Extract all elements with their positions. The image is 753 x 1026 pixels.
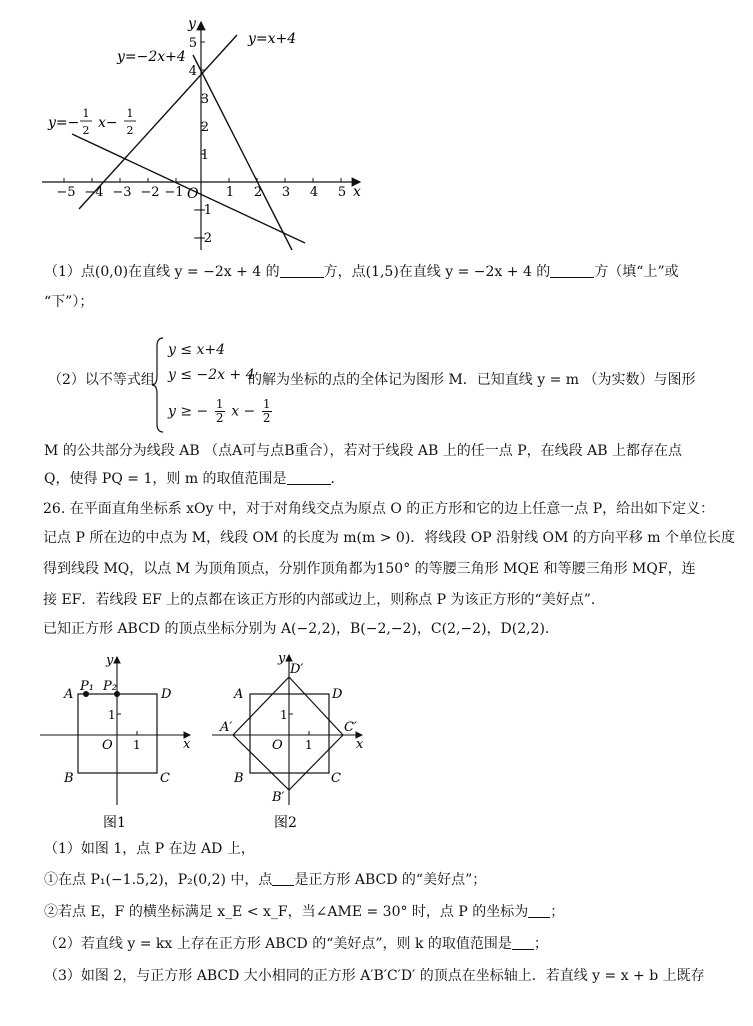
x-tick-label: 4 <box>309 185 319 200</box>
label-y-eq-x-plus-4: y=x+4 <box>248 31 297 47</box>
y-axis-label: y <box>188 16 196 32</box>
y-tick-label: 2 <box>200 120 209 135</box>
y-axis-label: y <box>106 653 114 668</box>
figure-2-caption: 图2 <box>274 815 297 831</box>
svg-text:1: 1 <box>82 107 90 120</box>
point-p2-label: P₂ <box>103 679 117 694</box>
q26-line3: 得到线段 MQ，以点 M 为顶角顶点，分别作顶角都为150° 的等腰三角形 MQE 和等腰三角形 MQF，连 <box>43 561 696 577</box>
label-y-eq-neg2x-plus-4: y=−2x+4 <box>117 49 186 65</box>
vertex-a-prime: A′ <box>220 720 233 735</box>
vertex-c-prime: C′ <box>344 720 357 735</box>
answer-blank[interactable] <box>550 263 594 278</box>
inequality-2: y ≤ −2x + 4 <box>168 367 255 383</box>
x-tick-label: −1 <box>164 185 184 200</box>
q26-sub2: （2）若直线 y = kx 上存在正方形 ABCD 的“美好点”，则 k 的取值范围是 ； <box>44 936 548 952</box>
x-tick-label: −4 <box>84 185 104 200</box>
x-tick-label: 5 <box>337 185 347 200</box>
unit-y: 1 <box>280 708 288 722</box>
q25-part2-lead: （2）以不等式组 <box>48 372 155 388</box>
answer-blank[interactable] <box>512 935 534 950</box>
vertex-a: A <box>64 687 74 702</box>
vertex-b: B <box>234 771 244 786</box>
y-axis-label: y <box>278 651 286 666</box>
vertex-b-prime: B′ <box>272 790 285 805</box>
q26-sub1-head: （1）如图 1，点 P 在边 AD 上， <box>44 841 255 857</box>
x-axis-label: x <box>356 737 364 752</box>
q26-sub1-a: ①在点 P₁(−1.5,2)，P₂(0,2) 中，点 是正方形 ABCD 的“美好点”； <box>44 872 487 888</box>
y-tick-label: −1 <box>192 203 212 218</box>
q26-line5: 已知正方形 ABCD 的顶点坐标分别为 A(−2,2)，B(−2,−2)，C(2,−2)，D(2,2)． <box>43 621 559 637</box>
q25-part1-line2: “下”）； <box>44 294 94 310</box>
svg-text:2: 2 <box>82 124 90 137</box>
point-p1-label: P₁ <box>80 679 94 694</box>
vertex-c: C <box>160 771 170 786</box>
q26-line1: 26. 在平面直角坐标系 xOy 中，对于对角线交点为原点 O 的正方形和它的边上任意一点 P，给出如下定义： <box>43 501 715 517</box>
svg-text:y=−: y=− <box>48 115 80 131</box>
q25-part2-tail: 的解为坐标的点的全体记为图形 M．已知直线 y = m （为实数）与图形 <box>248 372 696 388</box>
x-tick-label: 2 <box>253 185 263 200</box>
x-tick-label: −5 <box>56 185 76 200</box>
vertex-a: A <box>234 687 244 702</box>
inequality-1: y ≤ x+4 <box>168 342 226 358</box>
figure-2 <box>208 648 373 835</box>
vertex-c: C <box>331 771 341 786</box>
y-tick-label: 3 <box>200 92 209 107</box>
q25-part2-line2: M 的公共部分为线段 AB （点A可与点B重合），若对于线段 AB 上的任一点 P，在线段 AB 上都存在点 <box>44 443 682 459</box>
origin-label: O <box>102 738 113 753</box>
q26-line4: 接 EF．若线段 EF 上的点都在该正方形的内部或边上，则称点 P 为该正方形的“美好点”． <box>43 592 605 608</box>
x-tick-label: −3 <box>112 185 132 200</box>
q26-sub1-b: ②若点 E，F 的横坐标满足 x_E < x_F，当∠AME = 30° 时，点 P 的坐标为 ； <box>44 904 565 920</box>
unit-x: 1 <box>305 738 313 752</box>
vertex-d: D <box>332 687 343 702</box>
vertex-d: D <box>161 687 172 702</box>
origin-label: O <box>272 738 283 753</box>
y-tick-label: −2 <box>192 231 212 246</box>
graph-of-three-lines <box>40 10 370 255</box>
q26-sub3: （3）如图 2，与正方形 ABCD 大小相同的正方形 A′B′C′D′ 的顶点在坐标轴上．若直线 y = x + b 上既存 <box>44 968 705 984</box>
q25-inequality-system <box>48 336 728 434</box>
svg-text:2: 2 <box>126 124 134 137</box>
origin-label: O <box>187 186 199 202</box>
svg-text:1: 1 <box>126 107 134 120</box>
y-tick-label: 5 <box>188 36 197 51</box>
answer-blank[interactable] <box>280 263 324 278</box>
vertex-d-prime: D′ <box>290 662 304 677</box>
x-tick-label: 3 <box>281 185 291 200</box>
y-tick-label: 1 <box>200 148 209 163</box>
x-tick-label: −2 <box>140 185 160 200</box>
unit-y: 1 <box>108 708 116 722</box>
answer-blank[interactable] <box>272 871 294 886</box>
inequality-3: y ≥ − $\frac{1}{2}$ x − $\frac{1}{2}$ <box>168 397 271 425</box>
label-y-eq-neg-half-x-minus-half <box>47 107 136 137</box>
brace <box>151 336 165 434</box>
x-axis-label: x <box>353 184 361 200</box>
figure-1 <box>38 650 198 835</box>
vertex-b: B <box>64 771 74 786</box>
q25-part1-line1: （1）点(0,0)在直线 y = −2x + 4 的 方，点(1,5)在直线 y = −2x + 4 的 方（填“上”或 <box>44 264 679 280</box>
unit-x: 1 <box>133 738 141 752</box>
x-tick-label: 1 <box>225 185 235 200</box>
figure-1-caption: 图1 <box>103 815 126 831</box>
q26-line2: 记点 P 所在边的中点为 M，线段 OM 的长度为 m(m > 0)．将线段 OP 沿射线 OM 的方向平移 m 个单位长度 <box>43 530 735 546</box>
x-axis-label: x <box>183 737 191 752</box>
svg-text:x−: x− <box>98 115 118 131</box>
y-tick-label: 4 <box>188 64 197 79</box>
q25-part2-line3: Q，使得 PQ = 1，则 m 的取值范围是 ． <box>44 471 345 487</box>
answer-blank[interactable] <box>528 903 550 918</box>
answer-blank[interactable] <box>287 470 331 485</box>
